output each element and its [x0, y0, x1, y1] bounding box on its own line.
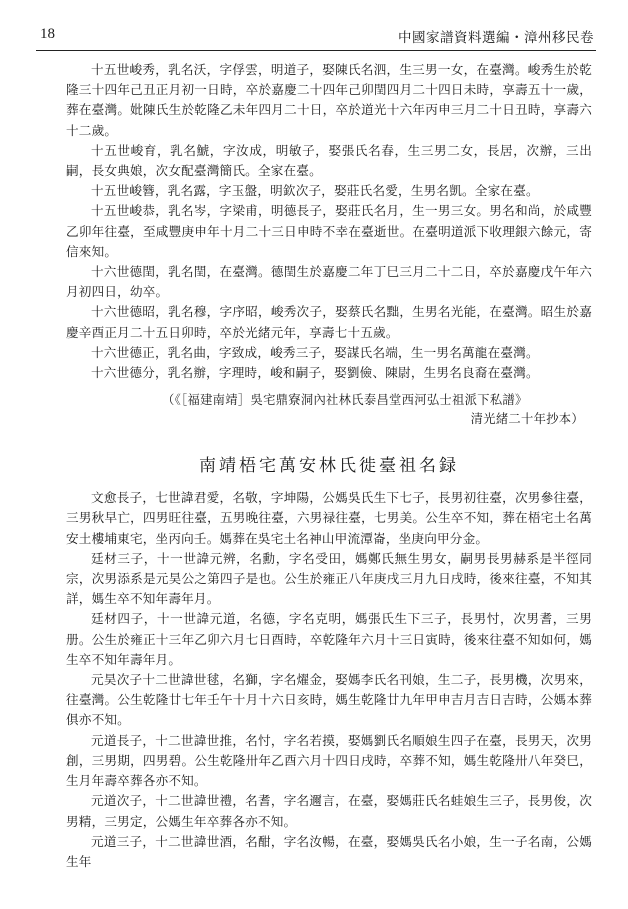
genealogy-entry: 十五世峻簪，乳名露，字玉盤，明欽次子，娶莊氏名愛，生男名凱。全家在臺。	[91, 183, 539, 199]
genealogy-entry: 文愈長子，七世諱君愛，名敬，字坤陽，公媽吳氏生下七子，長男初往臺，次男參往臺，三男秋早亡，四男旺往臺，五男晚往臺，六男禄往臺，七男美。公生卒不知，葬在梧宅土名萬安土樓埔東宅，坐丙向壬。媽葬在吳宅土名神山甲流潭崙，坐庚向甲分金。	[66, 490, 592, 546]
source-citation: （《［福建南靖］吳宅鼎寮洞內社林氏泰昌堂西河弘士祖派下私譜》	[162, 393, 528, 408]
page-header	[36, 24, 596, 51]
genealogy-entry: 十五世峻秀，乳名沃，字俘雲，明道子，娶陳氏名泗，生三男一女，在臺灣。峻秀生於乾隆三十四年己丑正月初一日時，卒於嘉慶二十四年己卯閏四月二十四日未時，享壽五十一歲，葬在臺灣。妣陳氏生於乾隆乙未年四月二十日，卒於道光十六年丙申三月二十日丑時，享壽六十二歲。	[66, 62, 592, 138]
genealogy-entry: 廷材三子，十一世諱元辨，名勳，字名受田，媽鄭氏無生男女，嗣男長男赫系是半徑同宗，次男添系是元昊公之第四子是也。公生於雍正八年庚戌三月九日戌時，後來往臺，不知其詳，媽生卒不知年壽年月。	[66, 550, 592, 607]
running-title: 中國家譜資料選編・漳州移民卷	[398, 30, 594, 46]
page-body	[66, 60, 592, 872]
genealogy-entry: 十六世德昭，乳名穆，字序昭，峻秀次子，娶蔡氏名黜，生男名光能，在臺灣。昭生於嘉慶辛酉正月二十五日卯時，卒於光緒元年，享壽七十五歲。	[66, 304, 592, 340]
genealogy-entry: 元昊次子十二世諱世毬，名獅，字名燿金，娶媽李氏名刊娘，生二子，長男機，次男來，往臺灣。公生乾隆廿七年壬午十月十六日亥時，媽生乾隆廿九年甲申吉月吉日吉時，公媽本葬俱亦不知。	[66, 672, 592, 728]
page-number: 18	[40, 26, 55, 42]
genealogy-entry: 十六世德正，乳名曲，字致成，峻秀三子，娶謀氏名端，生一男名萬龍在臺灣。	[91, 344, 539, 360]
genealogy-entry: 廷材四子，十一世諱元道，名德，字名克明，媽張氏生下三子，長男忖，次男耆，三男册。公生於雍正十三年乙卯六月七日酉時，卒乾隆年六月十三日寅時，後來往臺不知如何，媽生卒不知年壽年月。	[66, 611, 592, 667]
source-citation-edition: 清光緒二十年抄本）	[470, 412, 584, 427]
genealogy-entry: 十六世德分，乳名辦，字理時，峻和嗣子，娶劉儉、陳尉，生男名良裔在臺灣。	[91, 365, 539, 381]
genealogy-entry: 十五世峻恭，乳名岑，字梁甫，明德長子，娶莊氏名月，生一男三女。男名和尚，於咸豐乙卯年往臺，至咸豐庚申年十月二十三日申時不幸在臺逝世。在臺明道派下收理銀六餘元，寄信來知。	[66, 203, 592, 259]
genealogy-entry: 十六世德閏，乳名閏，在臺灣。德閏生於嘉慶二年丁巳三月二十二日，卒於嘉慶戊午年六月初四日，幼卒。	[66, 264, 592, 300]
section-title: 南靖梧宅萬安林氏徙臺祖名録	[199, 456, 459, 477]
genealogy-entry: 十五世峻育，乳名鯱，字汝成，明敏子，娶張氏名春，生三男二女，長居，次辦，三出嗣，長女典娘，次女配臺灣簡氏。全家在臺。	[66, 142, 592, 179]
genealogy-entry: 元道次子，十二世諱世禮，名耆，字名邇言，在臺，娶媽莊氏名蛙娘生三子，長男俊，次男精，三男定，公媽生年卒葬各亦不知。	[66, 793, 592, 829]
genealogy-entry: 元道三子，十二世諱世酒，名酣，字名汝暢，在臺，娶媽吳氏名小娘，生一子名南，公媽生年	[66, 833, 592, 869]
genealogy-entry: 元道長子，十二世諱世推，名忖，字名若摸，娶媽劉氏名順娘生四子在臺，長男天，次男創，三男期，四男碧。公生乾隆卅年乙酉六月十四日戌時，卒葬不知，媽生乾隆卅八年癸巳，生月年壽卒葬各亦不知。	[66, 732, 592, 789]
